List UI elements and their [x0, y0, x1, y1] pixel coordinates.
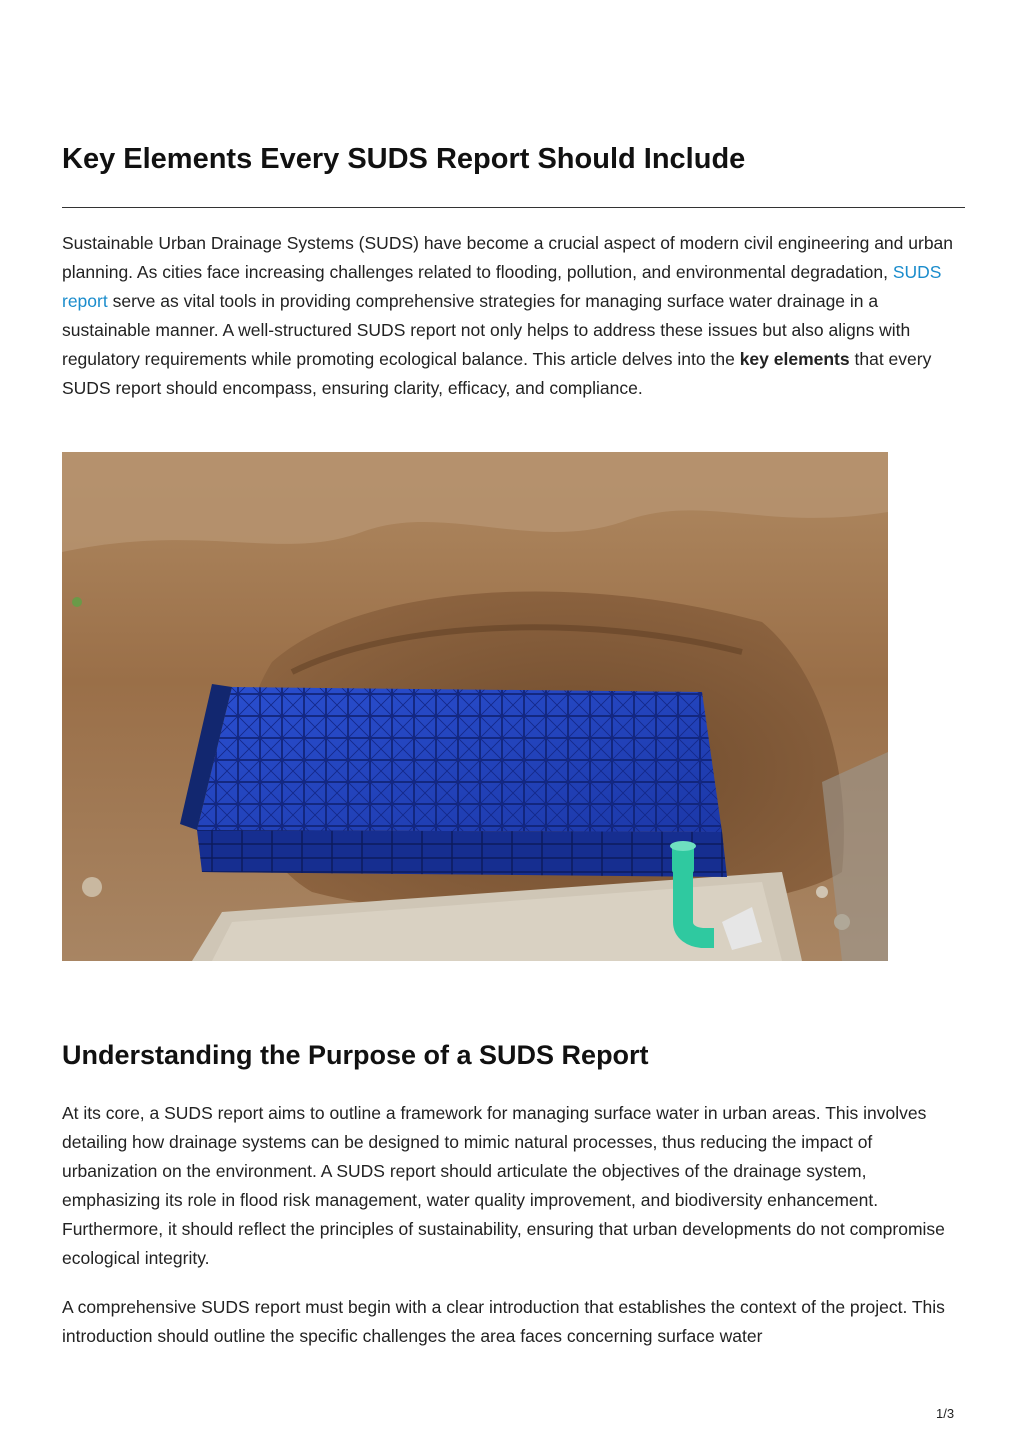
- intro-bold-text: key elements: [739, 349, 850, 369]
- title-divider: [62, 207, 965, 208]
- page-number: 1/3: [936, 1406, 955, 1421]
- intro-paragraph: [62, 229, 965, 403]
- suds-crate-photo: [62, 452, 888, 961]
- purpose-paragraph: At its core, a SUDS report aims to outline a framework for managing surface water in urban areas. This involves detailing how drainage systems can be designed to mimic natural processes, thus reducing the impact of urbanization on the environment. A SUDS report should articulate the objectives of the drainage system, emphasizing its role in flood risk management, water quality improvement, and biodiversity enhancement. Furthermore, it should reflect the principles of sustainability, ensuring that urban developments do not compromise ecological integrity.: [62, 1103, 945, 1268]
- intro-text-start: Sustainable Urban Drainage Systems (SUDS) have become a crucial aspect of modern civil engineering and urban planning. As cities face increasing challenges related to flooding, pollution, and environmental degradation,: [62, 233, 954, 282]
- intro-text-end: that every SUDS report should encompass, ensuring clarity, efficacy, and compliance.: [62, 349, 932, 398]
- introduction-paragraph: A comprehensive SUDS report must begin with a clear introduction that establishes the context of the project. This introduction should outline the specific challenges the area faces concerning surface water: [62, 1297, 945, 1346]
- section-heading: Understanding the Purpose of a SUDS Report: [62, 1040, 649, 1070]
- intro-text-middle: serve as vital tools in providing comprehensive strategies for managing surface water drainage in a sustainable manner. A well-structured SUDS report not only helps to address these issues but also aligns with regulatory requirements while promoting ecological balance. This article delves into the: [62, 291, 911, 369]
- article-title: Key Elements Every SUDS Report Should Include: [62, 143, 746, 175]
- suds-report-link[interactable]: SUDS report: [62, 262, 942, 311]
